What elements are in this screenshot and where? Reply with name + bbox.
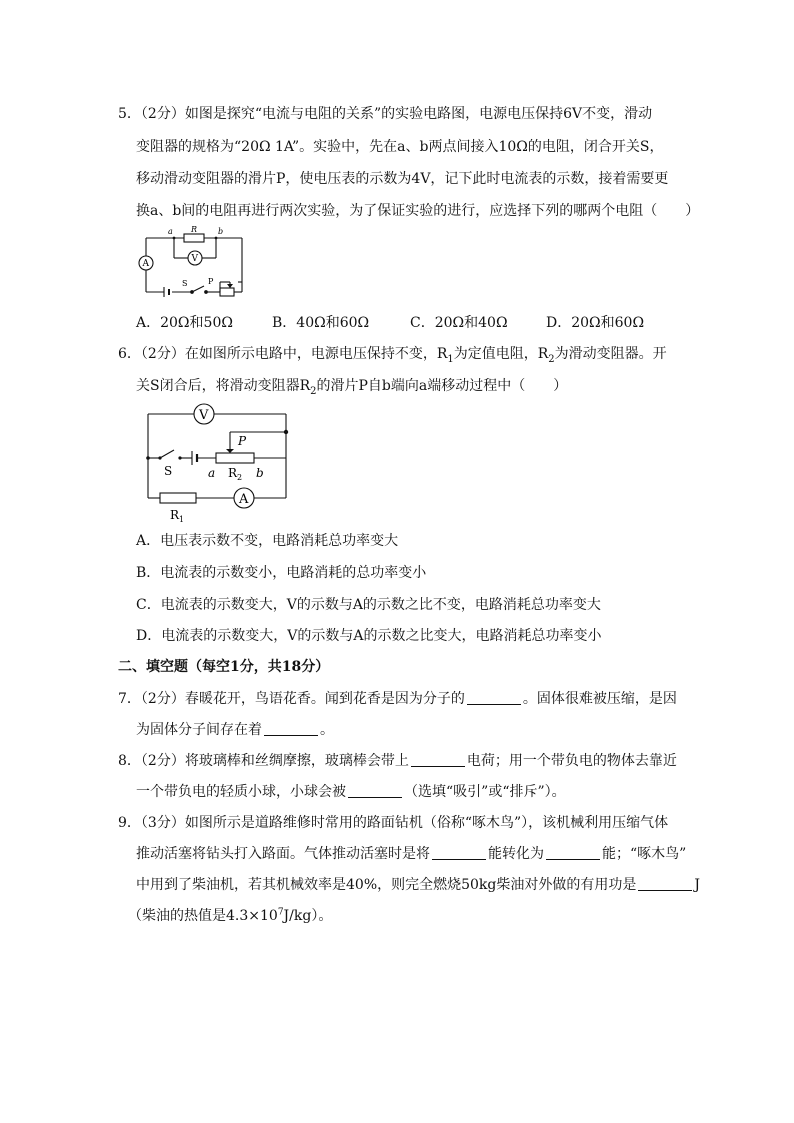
q9-text-d: 中用到了柴油机，若其机械效率是40%，则完全燃烧50kg柴油对外做的有用功是 [136, 877, 637, 893]
q5-label-r: R [191, 226, 198, 234]
q6-switch-label: S [164, 464, 173, 478]
q7-line-2 [136, 719, 334, 739]
q7-answer-blank-1[interactable] [467, 690, 521, 705]
q6-line-2-part-b: 的滑片P自b端向a端移动过程中（ ） [316, 378, 568, 394]
q6-line-1-part-c: 为滑动变阻器。开 [554, 346, 667, 362]
q5-label-a: a [168, 227, 173, 236]
q8-text-a: 8．（2分）将玻璃棒和丝绸摩擦，玻璃棒会带上 [118, 753, 409, 769]
q5-line-2: 变阻器的规格为“20Ω 1A”。实验中，先在a、b两点间接入10Ω的电阻，闭合开关S， [136, 139, 664, 155]
q6-line-1-part-b: 为定值电阻，R [453, 346, 549, 362]
q9-exponent: 7 [277, 907, 284, 918]
q5-slider-label: P [208, 277, 214, 286]
q5-switch-label: S [182, 279, 188, 288]
q7-answer-blank-2[interactable] [264, 721, 318, 736]
q9-answer-blank-3[interactable] [638, 876, 692, 891]
q6-line-2-part-a: 关S闭合后，将滑动变阻器R [136, 378, 311, 394]
q6-option-b[interactable]: B．电流表的示数变小，电路消耗的总功率变小 [136, 565, 427, 581]
q5-line-4: 换a、b间的电阻再进行两次实验，为了保证实验的进行，应选择下列的哪两个电阻（ ） [136, 203, 700, 219]
q6-circuit-diagram [138, 400, 298, 524]
q6-option-a[interactable]: A．电压表示数不变，电路消耗总功率变大 [136, 533, 399, 549]
q8-answer-blank-1[interactable] [411, 752, 465, 767]
q9-line-1: 9．（3分）如图所示是道路维修时常用的路面钻机（俗称“啄木鸟”），该机械利用压缩气体 [118, 815, 669, 831]
q6-line-2 [136, 375, 567, 397]
q7-text-a: 7．（2分）春暖花开，鸟语花香。闻到花香是因为分子的 [118, 691, 465, 707]
q9-answer-blank-2[interactable] [546, 845, 600, 860]
q6-ammeter-label: A [239, 492, 249, 507]
q5-option-a[interactable]: A．20Ω和50Ω [136, 315, 233, 331]
q8-text-b: 电荷；用一个带负电的物体去靠近 [466, 753, 677, 769]
q5-option-b[interactable]: B．40Ω和60Ω [272, 315, 370, 331]
q7-text-d: 。 [320, 722, 334, 738]
q5-circuit-diagram [134, 226, 256, 302]
q9-line-3 [136, 874, 700, 894]
q6-r1-label: $R_1$ [170, 508, 185, 524]
q7-line-1 [118, 688, 677, 708]
q6-line-1-sub-1: 1 [447, 353, 454, 365]
q9-answer-blank-1[interactable] [432, 845, 486, 860]
q5-option-d[interactable]: D．20Ω和60Ω [546, 315, 645, 331]
q7-text-c: 为固体分子间存在着 [136, 722, 262, 738]
q8-text-c: 一个带负电的轻质小球，小球会被 [136, 784, 346, 800]
q9-text-c: 能；“啄木鸟” [602, 846, 687, 862]
q8-line-2 [136, 781, 566, 801]
q6-option-c[interactable]: C．电流表的示数变大，V的示数与A的示数之比不变，电路消耗总功率变大 [136, 597, 601, 613]
q6-voltmeter-label: V [199, 408, 209, 423]
q5-ammeter-label: A [142, 259, 149, 269]
q5-line-1: 5．（2分）如图是探究“电流与电阻的关系”的实验电路图，电源电压保持6V不变，滑动 [118, 106, 653, 122]
q6-r2-label: $R_2$ [228, 466, 243, 482]
q6-label-b: b [256, 466, 264, 480]
q8-text-d: （选填“吸引”或“排斥”）。 [404, 784, 566, 800]
q5-option-c[interactable]: C．20Ω和40Ω [410, 315, 508, 331]
q9-text-b: 能转化为 [488, 846, 544, 862]
q5-line-3: 移动滑动变阻器的滑片P，使电压表的示数为4V，记下此时电流表的示数，接着需要更 [136, 171, 669, 187]
q6-slider-label: P [238, 434, 247, 448]
q6-line-1-sub-2: 2 [548, 353, 555, 365]
q9-line-2 [136, 843, 686, 863]
q9-text-a: 推动活塞将钻头打入路面。气体推动活塞时是将 [136, 846, 430, 862]
q6-line-1-part-a: 6．（2分）在如图所示电路中，电源电压保持不变，R [118, 346, 448, 362]
q6-line-2-sub: 2 [310, 385, 317, 397]
q7-text-b: 。固体很难被压缩，是因 [522, 691, 677, 707]
q8-line-1 [118, 750, 677, 770]
q9-line-4 [128, 905, 332, 925]
section-2-heading: 二、填空题（每空1分，共18分） [118, 659, 330, 675]
q6-option-d[interactable]: D．电流表的示数变大，V的示数与A的示数之比变大，电路消耗总功率变小 [136, 628, 602, 644]
q6-label-a: a [208, 466, 216, 480]
q5-voltmeter-label: V [191, 254, 198, 264]
q9-text-f: （柴油的热值是4.3×10 [128, 908, 278, 924]
q9-text-e: J [694, 877, 701, 893]
q6-line-1 [118, 343, 667, 365]
q5-label-b: b [218, 227, 224, 236]
q8-answer-blank-2[interactable] [348, 783, 402, 798]
q9-text-g: J/kg）。 [283, 908, 333, 924]
